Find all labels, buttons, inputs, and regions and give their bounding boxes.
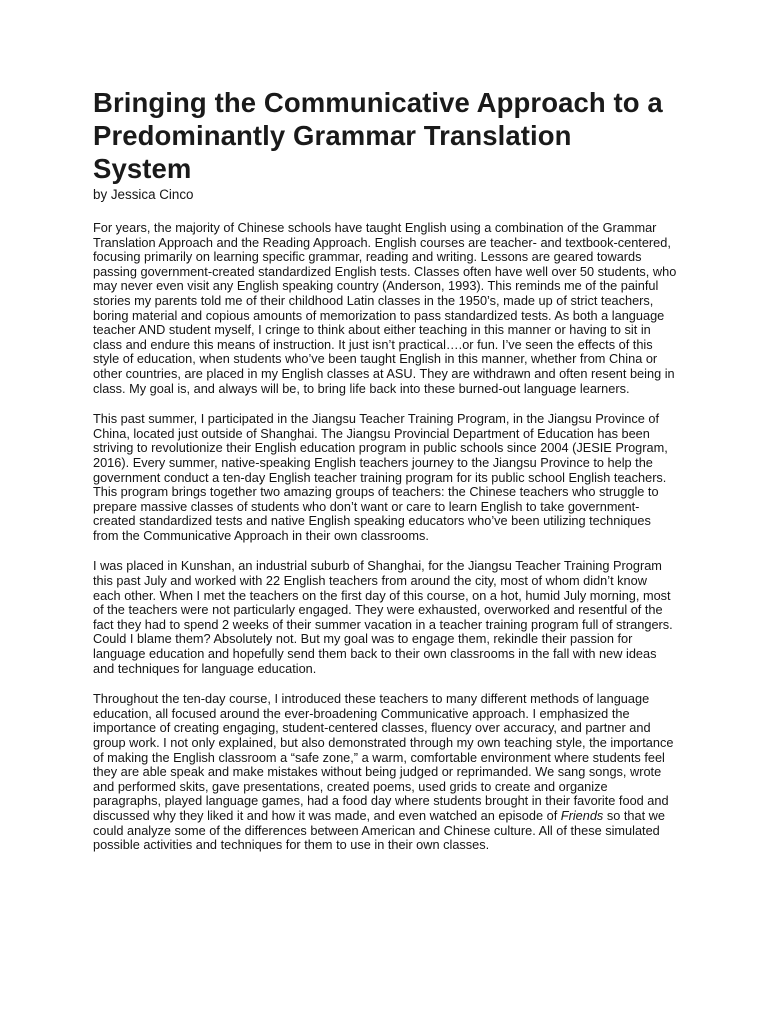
paragraph-1: For years, the majority of Chinese schools have taught English using a combination of the Grammar Translation Approach and the Reading Approach. English courses are teacher- and textbook-centered, focusing primarily on learning specific grammar, reading and writing. Lessons are geared towards passing government-created standardized English tests. Classes often have well over 50 students, who may never even visit any English speaking country (Anderson, 1993). This reminds me of the painful stories my parents told me of their childhood Latin classes in the 1950’s, made up of strict teachers, boring material and copious amounts of memorization to pass standardized tests. As both a language teacher AND student myself, I cringe to think about either teaching in this manner or having to sit in class and endure this means of instruction. It just isn’t practical….or fun. I’ve seen the effects of this style of education, when students who’ve been taught English in this manner, whether from China or other countries, are placed in my English classes at ASU. They are withdrawn and often resent being in class. My goal is, and always will be, to bring life back into these burned-out language learners. — [93, 220, 677, 396]
paragraph-4 — [93, 692, 677, 853]
paragraph-4-text-end: so that we could analyze some of the differences between American and Chinese culture. All of these simulated possible activities and techniques for them to use in their own classes. — [93, 807, 665, 853]
show-title-friends: Friends — [560, 807, 604, 823]
paragraph-2: This past summer, I participated in the Jiangsu Teacher Training Program, in the Jiangsu Province of China, located just outside of Shanghai. The Jiangsu Provincial Department of Education has been striving to revolutionize their English education program in public schools since 2004 (JESIE Program, 2016). Every summer, native-speaking English teachers journey to the Jiangsu Province to help the government conduct a ten-day English teacher training program for its public school English teachers. This program brings together two amazing groups of teachers: the Chinese teachers who struggle to prepare massive classes of students who don’t want or care to learn English to take government-created standardized tests and native English speaking educators who’ve been utilizing techniques from the Communicative Approach in their own classrooms. — [93, 411, 668, 543]
article — [93, 86, 677, 853]
paragraph-4-text: Throughout the ten-day course, I introduced these teachers to many different methods of language education, all focused around the ever-broadening Communicative approach. I emphasized the importance of creating engaging, student-centered classes, fluency over accuracy, and partner and group work. I not only explained, but also demonstrated through my own teaching style, the importance of making the English classroom a “safe zone,” a warm, comfortable environment where students feel they are able speak and make mistakes without being judged or reprimanded. We sang songs, wrote and performed skits, gave presentations, created poems, used grids to create and organize paragraphs, played language games, had a food day where students brought in their favorite food and discussed why they liked it and how it was made, and even watched an episode of — [93, 691, 674, 823]
article-title: Bringing the Communicative Approach to a Predominantly Grammar Translation System — [93, 87, 663, 184]
paragraph-3: I was placed in Kunshan, an industrial suburb of Shanghai, for the Jiangsu Teacher Training Program this past July and worked with 22 English teachers from around the city, most of whom didn’t know each other. When I met the teachers on the first day of this course, on a hot, humid July morning, most of the teachers were not particularly engaged. They were exhausted, overworked and resentful of the fact they had to spend 2 weeks of their summer vacation in a teacher training program full of strangers. Could I blame them? Absolutely not. But my goal was to engage them, rekindle their passion for language education and hopefully send them back to their own classrooms in the fall with new ideas and techniques for language education. — [93, 558, 673, 676]
article-byline: by Jessica Cinco — [93, 187, 194, 202]
